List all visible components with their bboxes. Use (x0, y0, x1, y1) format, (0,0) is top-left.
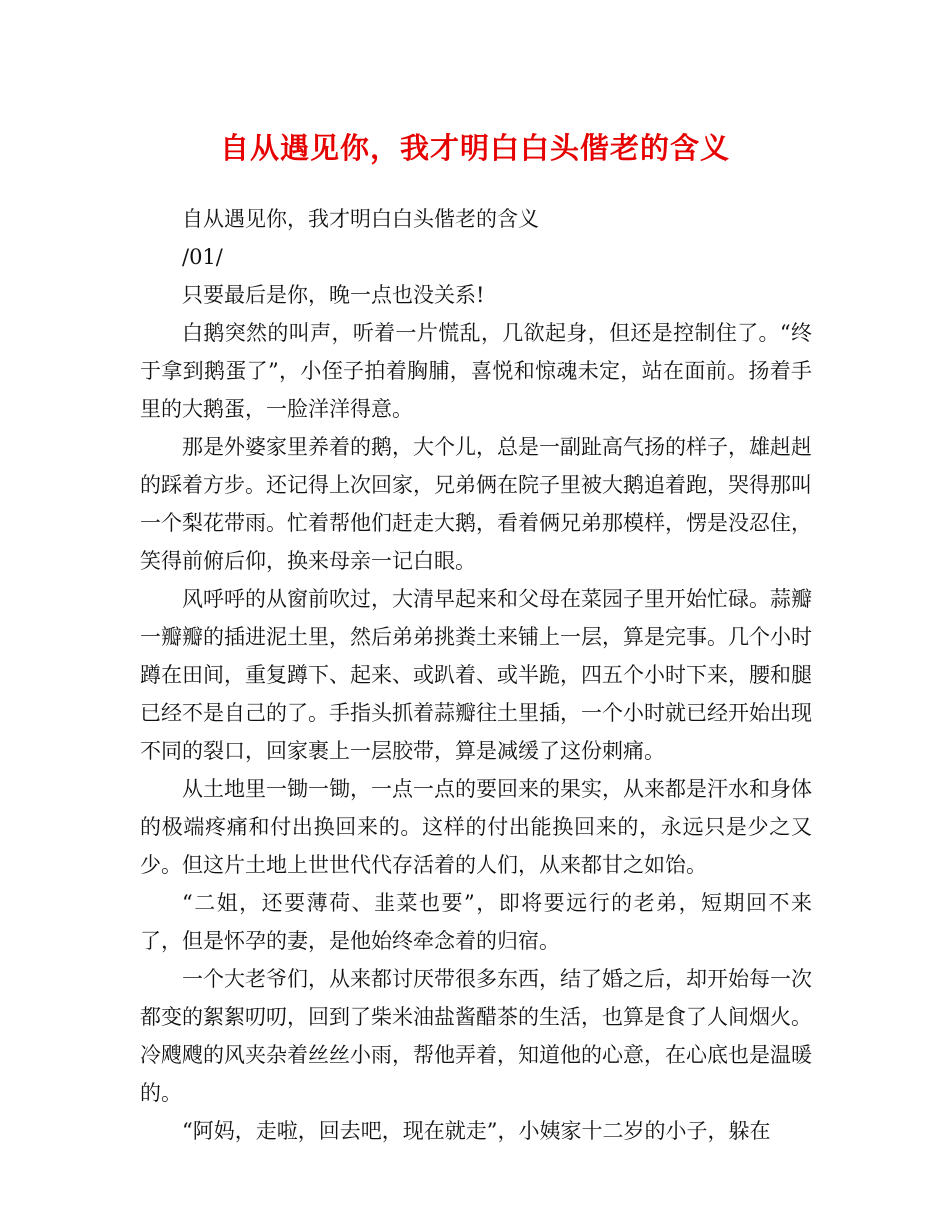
paragraph-harvest: 从土地里一锄一锄，一点一点的要回来的果实，从来都是汗水和身体的极端疼痛和付出换回来的。这样的付出能换回来的，永远只是少之又少。但这片土地上世世代代存活着的人们，从来都甘之如饴。 (140, 777, 812, 877)
paragraph-goose-egg: 白鹅突然的叫声，听着一片慌乱，几欲起身，但还是控制住了。“终于拿到鹅蛋了”，小侄子拍着胸脯，喜悦和惊魂未定，站在面前。扬着手里的大鹅蛋，一脸洋洋得意。 (140, 321, 812, 421)
paragraph-garden-work: 风呼呼的从窗前吹过，大清早起来和父母在菜园子里开始忙碌。蒜瓣一瓣瓣的插进泥土里，然后弟弟挑粪土来铺上一层，算是完事。几个小时蹲在田间，重复蹲下、起来、或趴着、或半跪，四五个小时下来，腰和腿已经不是自己的了。手指头抓着蒜瓣往土里插，一个小时就已经开始出现不同的裂口，回家裹上一层胶带，算是减缓了这份刺痛。 (140, 587, 812, 763)
paragraph-grandma-goose: 那是外婆家里养着的鹅，大个儿，总是一副趾高气扬的样子，雄赳赳的踩着方步。还记得上次回家，兄弟俩在院子里被大鹅追着跑，哭得那叫一个梨花带雨。忙着帮他们赶走大鹅，看着俩兄弟那模样，愣是没忍住，笑得前俯后仰，换来母亲一记白眼。 (140, 435, 812, 573)
paragraph-cousin: “阿妈，走啦，回去吧，现在就走”，小姨家十二岁的小子，躲在 (182, 1119, 771, 1143)
paragraph-brother-request: “二姐，还要薄荷、韭菜也要”，即将要远行的老弟，短期回不来了，但是怀孕的妻，是他始终牵念着的归宿。 (140, 891, 812, 953)
paragraph-married-life: 一个大老爷们，从来都讨厌带很多东西，结了婚之后，却开始每一次都变的絮絮叨叨，回到了柴米油盐酱醋茶的生活，也算是食了人间烟火。冷飕飕的风夹杂着丝丝小雨，帮他弄着，知道他的心意，在心底也是温暖的。 (140, 967, 812, 1105)
document-title: 自从遇见你，我才明白白头偕老的含义 (219, 131, 730, 165)
paragraph-opening-line: 只要最后是你，晚一点也没关系! (182, 283, 485, 307)
paragraph-heading-repeat: 自从遇见你，我才明白白头偕老的含义 (182, 207, 539, 231)
paragraph-section-number: /01/ (182, 245, 223, 269)
document-body (140, 200, 812, 1150)
